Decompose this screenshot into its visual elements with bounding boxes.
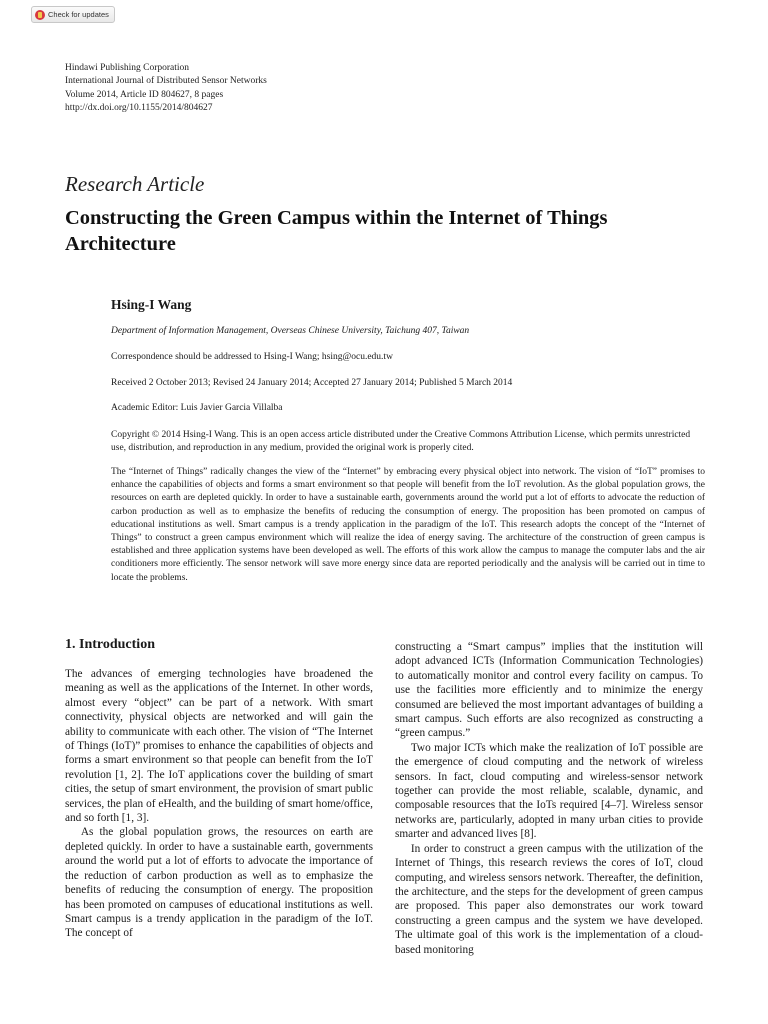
paragraph: Two major ICTs which make the realization of IoT possible are the emergence of cloud computing and the network of wireless sensors. In fact, cloud computing and wireless-sensor network together can provide the most reliable, scalable, dynamic, and composable resources that the IoTs required [4–7]. Wireless sensor networks are, particularly, adopted in many urban cities to provide smarter and advanced lives [8]. — [395, 741, 703, 841]
academic-editor: Academic Editor: Luis Javier Garcia Villalba — [111, 403, 283, 413]
doi-link[interactable]: http://dx.doi.org/10.1155/2014/804627 — [65, 103, 213, 114]
correspondence: Correspondence should be addressed to Hsing-I Wang; hsing@ocu.edu.tw — [111, 352, 393, 362]
paragraph: The advances of emerging technologies have broadened the meaning as well as the applications of the Internet. In other words, almost every “object” can be part of a network. With smart connectivity, physical objects are networked and will gain the ability to communicate with each other. The vision of “The Internet of Things (IoT)” promises to enhance the capabilities of objects and forms a smart environment so that people can benefit from the IoT revolution [1, 2]. The IoT applications cover the building of smart cities, the setup of smart environment, the provision of smart public services, the plan of eHealth, and the building of smart home/office, and so forth [1, 3]. — [65, 668, 373, 825]
body-column-left — [65, 637, 373, 941]
check-for-updates-button[interactable] — [31, 6, 115, 23]
article-type: Research Article — [65, 172, 205, 196]
journal-info — [65, 62, 267, 116]
author-name: Hsing-I Wang — [111, 297, 192, 312]
copyright-notice: Copyright © 2014 Hsing-I Wang. This is an open access article distributed under the Creative Commons Attribution License, which permits unrestricted use, distribution, and reproduction in any medium, provided the original work is properly cited. — [111, 430, 691, 453]
publisher: Hindawi Publishing Corporation — [65, 63, 190, 73]
author-affiliation: Department of Information Management, Overseas Chinese University, Taichung 407, Taiwan — [111, 326, 470, 336]
paragraph: As the global population grows, the resources on earth are depleted quickly. In order to have a sustainable earth, governments around the world put a lot of efforts to advocate the importance of the reduction of carbon production as well as to emphasize the benefits of reducing the consumption of energy. The proposition has been promoted on campuses of educational institutions as well. Smart campus is a trendy application in the paradigm of the IoT. The concept of — [65, 826, 373, 940]
body-column-right — [395, 640, 703, 957]
paragraph: constructing a “Smart campus” implies that the institution will adopt advanced ICTs (Information Communication Technologies) to automatically monitor and control every facility on campus. To use the facilities more efficiently and to minimize the energy consumed are believed the most important advantages of building a smart campus. Such efforts are also recognized as constructing a “green campus.” — [395, 641, 703, 740]
journal-name: International Journal of Distributed Sensor Networks — [65, 76, 267, 87]
abstract: The “Internet of Things” radically changes the view of the “Internet” by embracing every physical object into network. The vision of “IoT” promises to enhance the capabilities of objects and forms a smart environment so that people will benefit from the IoT revolution. As the global population grows, the resources on earth are depleted quickly. In order to have a sustainable earth, governments around the world put a lot of efforts to advocate the reduction of carbon production as well as to emphasize the benefits of reducing the consumption of energy. The proposition has been promoted on campus of educational institutions as well. Smart campus is a trendy application in the paradigm of the IoT. This research adopts the concept of the “Internet of Things” to construct a green campus environment which will realize the idea of energy saving. The architecture of the construction of green campus is established and three application systems have been developed as well. The efforts of this work allow the campus to manage the computer labs and the air conditioners more efficiently. The sensor network will save more energy since data are reported periodically and the analysis will be carried out in time to locate the problems. — [111, 467, 705, 583]
volume-info: Volume 2014, Article ID 804627, 8 pages — [65, 89, 224, 100]
publication-dates: Received 2 October 2013; Revised 24 January 2014; Accepted 27 January 2014; Published 5 March 2014 — [111, 378, 513, 388]
check-for-updates-icon — [35, 10, 45, 20]
article-title: Constructing the Green Campus within the Internet of Things Architecture — [65, 207, 608, 255]
check-for-updates-label: Check for updates — [48, 10, 109, 19]
paragraph: In order to construct a green campus with the utilization of the Internet of Things, this research reviews the cores of IoT, cloud computing, and wireless sensors network. Thereafter, the definition, the architecture, and the steps for the development of green campus are proposed. This paper also demonstrates our work toward constructing a green campus and the system we have developed. The ultimate goal of this work is the implementation of a cloud-based monitoring — [395, 842, 703, 956]
section-heading: 1. Introduction — [65, 637, 155, 652]
